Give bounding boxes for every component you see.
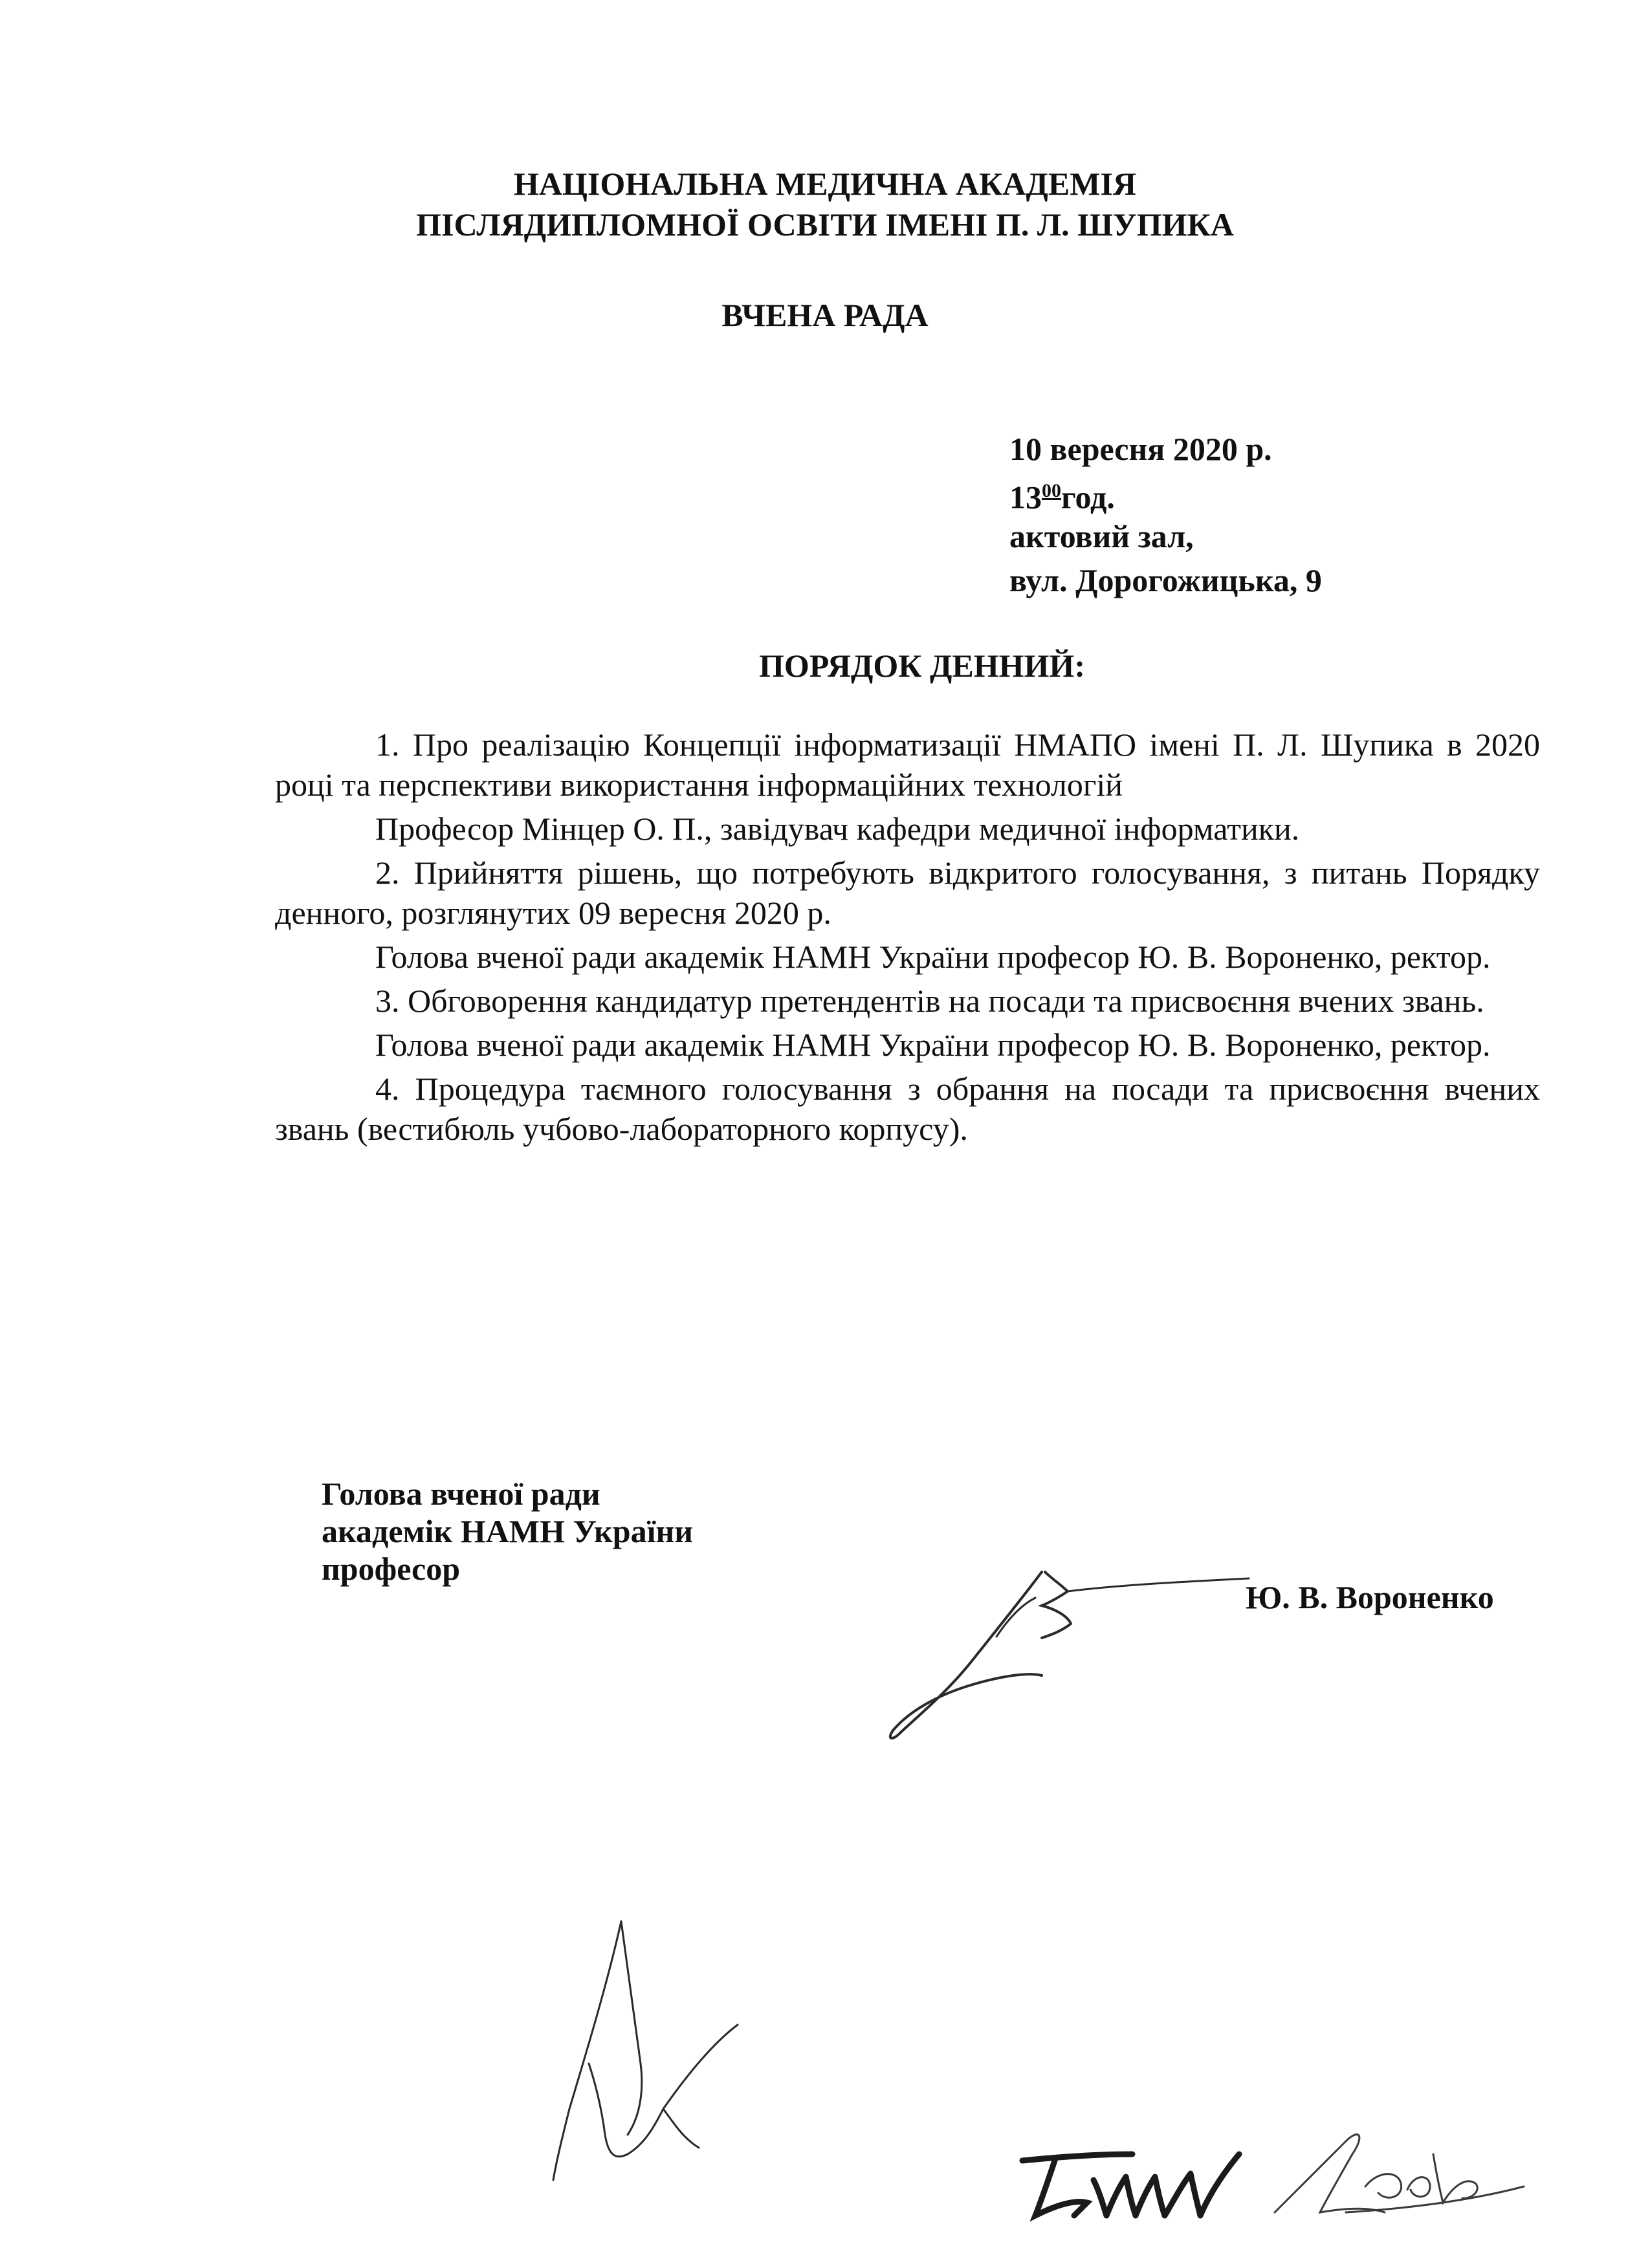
meeting-time — [1009, 472, 1115, 516]
meeting-time-suffix: год. — [1061, 479, 1115, 516]
approval-signature-2 — [1016, 2128, 1262, 2225]
approval-signature-3 — [1268, 2115, 1527, 2232]
signatory-name: Ю. В. Вороненко — [1246, 1579, 1494, 1615]
meeting-room: актовий зал, — [1009, 518, 1194, 554]
agenda-item-2: 2. Прийняття рішень, що потребують відкритого голосування, з питань Порядку денного, розглянутих 09 вересня 2020 р. — [275, 855, 1540, 931]
agenda-list — [275, 725, 1540, 1153]
signatory-line2: академік НАМН України — [322, 1513, 694, 1549]
agenda-item-1-speaker: Професор Мінцер О. П., завідувач кафедри медичної інформатики. — [375, 811, 1300, 847]
agenda-item-4: 4. Процедура таємного голосування з обрання на посади та присвоєння вчених звань (вестибюль учбово-лабораторного корпусу). — [275, 1071, 1540, 1147]
agenda-item-3: 3. Обговорення кандидатур претендентів на посади та присвоєння вчених звань. — [375, 983, 1484, 1019]
meeting-date: 10 вересня 2020 р. — [1009, 431, 1272, 467]
signatory-line3: професор — [322, 1551, 461, 1587]
approval-signature-1 — [531, 1915, 744, 2193]
institution-name-line2: ПІСЛЯДИПЛОМНОЇ ОСВІТИ ІМЕНІ П. Л. ШУПИКА — [416, 206, 1234, 243]
meeting-address: вул. Дорогожицька, 9 — [1009, 562, 1322, 598]
chairman-signature — [848, 1546, 1262, 1760]
signatory-title — [322, 1475, 693, 1587]
meeting-time-hour: 13 — [1009, 479, 1042, 516]
agenda-item-2-speaker: Голова вченої ради академік НАМН України професор Ю. В. Вороненко, ректор. — [375, 939, 1491, 975]
institution-name-line1: НАЦІОНАЛЬНА МЕДИЧНА АКАДЕМІЯ — [513, 166, 1137, 202]
signatory-line1: Голова вченої ради — [322, 1476, 600, 1512]
council-title: ВЧЕНА РАДА — [721, 297, 929, 333]
agenda-item-3-speaker: Голова вченої ради академік НАМН України професор Ю. В. Вороненко, ректор. — [375, 1027, 1491, 1063]
agenda-item-1: 1. Про реалізацію Концепції інформатизації НМАПО імені П. Л. Шупика в 2020 році та перспективи використання інформаційних технологій — [275, 726, 1540, 803]
agenda-title: ПОРЯДОК ДЕННИЙ: — [759, 648, 1085, 684]
meeting-time-minutes: 00 — [1042, 480, 1061, 501]
